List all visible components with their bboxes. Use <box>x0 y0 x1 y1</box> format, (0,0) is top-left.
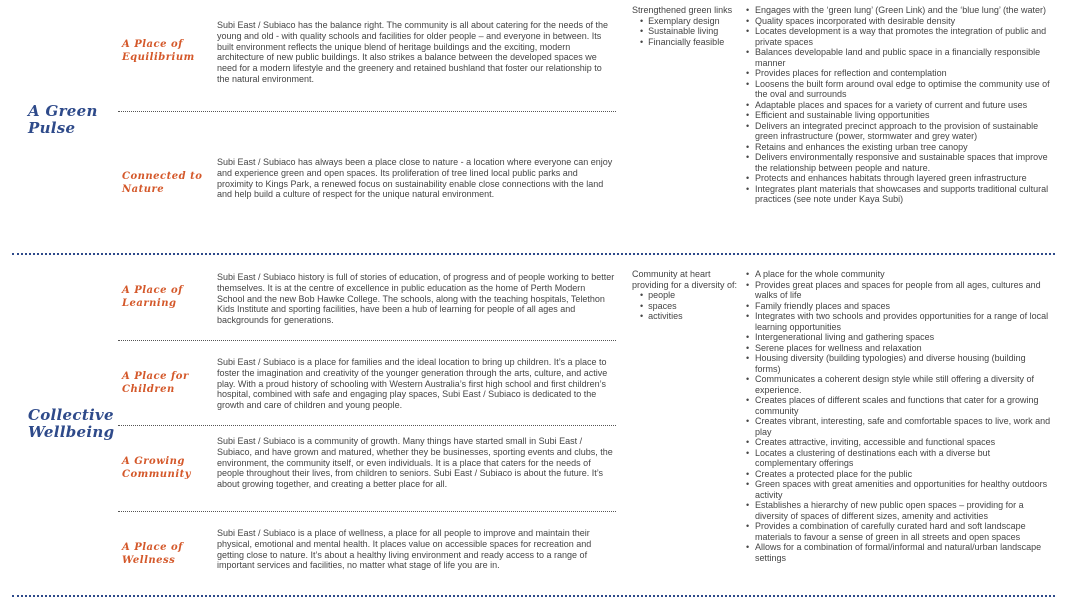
objective-list <box>632 290 744 322</box>
sub-label-learning: A Place of Learning <box>122 285 183 309</box>
outcome-item: • Delivers environmentally responsive and sustainable spaces that improve the relationship between people and nature. <box>746 152 1051 173</box>
outcome-item: • Protects and enhances habitats through layered green infrastructure <box>746 173 1051 184</box>
objective-item: • Exemplary design <box>640 16 744 27</box>
sub-label-community: A Growing Community <box>122 456 192 480</box>
outcome-item: • Locates development is a way that promotes the integration of public and private spaces <box>746 26 1051 47</box>
outcome-item: • Adaptable places and spaces for a variety of current and future uses <box>746 100 1051 111</box>
outcome-item: • A place for the whole community <box>746 269 1051 280</box>
objective-intro: Community at heart providing for a diversity of: <box>632 269 738 290</box>
outcome-item: • Provides great places and spaces for people from all ages, cultures and walks of life <box>746 280 1051 301</box>
objective-wellbeing <box>632 269 744 322</box>
sub-desc-community: Subi East / Subiaco is a community of growth. Many things have started small in Subi East / Subiaco, and have grown and matured, whether they be businesses, sporting events and clubs, the environment, the community itself, or even individuals. It is a place that caters for the needs of people throughout their lives, from children to seniors. Subi East / Subiaco is about the future. It’s about growing together, and creating a better place for all. <box>217 436 613 490</box>
outcome-item: • Provides places for reflection and contemplation <box>746 68 1051 79</box>
outcome-item: • Quality spaces incorporated with desirable density <box>746 16 1051 27</box>
objective-item: • Sustainable living <box>640 26 744 37</box>
sub-desc-children: Subi East / Subiaco is a place for families and the ideal location to bring up children. It’s a place to foster the imagination and creativity of the younger generation through the arts, culture, and active play. With a proud history of schooling with Western Australia’s first high school and first children’s hospital, combined with safe and engaging play spaces, Subi East / Subiaco is dedicated to the growth and care of children and young people. <box>217 357 608 411</box>
objective-item: • spaces <box>640 301 744 312</box>
outcome-list-wellbeing <box>746 269 1051 563</box>
outcome-item: • Engages with the ‘green lung’ (Green Link) and the ‘blue lung’ (the water) <box>746 5 1051 16</box>
outcome-item: • Integrates plant materials that showcases and supports traditional cultural practices (see note under Kaya Subi) <box>746 184 1051 205</box>
sub-label-wellness: A Place of Wellness <box>122 542 183 566</box>
theme-title: A Green Pulse <box>28 102 98 137</box>
outcome-item: • Provides a combination of carefully curated hard and soft landscape materials to favour a sense of green in all streets and open spaces <box>746 521 1051 542</box>
sub-desc-nature: Subi East / Subiaco has always been a place close to nature - a location where everyone can enjoy and experience green and open spaces. Its proliferation of tree lined local public parks and proximity to Kings Park, a renewed focus on sustainability enable close connections with the land and help build a culture of respect for the unique natural environment. <box>217 157 613 200</box>
outcome-item: • Creates places of different scales and functions that cater for a growing community <box>746 395 1051 416</box>
sub-label-nature: Connected to Nature <box>122 171 203 195</box>
outcome-item: • Green spaces with great amenities and opportunities for healthy outdoors activity <box>746 479 1051 500</box>
section-divider <box>12 595 1055 597</box>
outcome-item: • Creates a protected place for the public <box>746 469 1051 480</box>
sub-divider <box>118 340 616 341</box>
theme-title: Collective Wellbeing <box>28 406 115 441</box>
objective-item: • activities <box>640 311 744 322</box>
outcome-item: • Communicates a coherent design style while still offering a diversity of experience. <box>746 374 1051 395</box>
outcome-item: • Creates vibrant, interesting, safe and comfortable spaces to live, work and play <box>746 416 1051 437</box>
outcome-item: • Retains and enhances the existing urban tree canopy <box>746 142 1051 153</box>
sub-label-equilibrium: A Place of Equilibrium <box>122 39 195 63</box>
sub-divider <box>118 425 616 426</box>
outcome-item: • Serene places for wellness and relaxation <box>746 343 1051 354</box>
objective-item: • Financially feasible <box>640 37 744 48</box>
outcome-item: • Loosens the built form around oval edge to optimise the community use of the oval and surrounds <box>746 79 1051 100</box>
outcome-item: • Allows for a combination of formal/informal and natural/urban landscape settings <box>746 542 1051 563</box>
sub-divider <box>118 511 616 512</box>
outcome-item: • Housing diversity (building typologies) and diverse housing (building forms) <box>746 353 1051 374</box>
sub-desc-wellness: Subi East / Subiaco is a place of wellness, a place for all people to improve and maintain their physical, emotional and mental health. It places value on accessible spaces for recreation and getting close to nature. It’s about a healthy living environment and ready access to a range of important services and facilities, no matter what stage of life you are in. <box>217 528 592 571</box>
objective-item: • people <box>640 290 744 301</box>
objective-intro: Strengthened green links <box>632 5 733 15</box>
outcome-item: • Locates a clustering of destinations each with a diverse but complementary offerings <box>746 448 1051 469</box>
outcome-item: • Delivers an integrated precinct approach to the provision of sustainable green infrastructure (power, stormwater and grey water) <box>746 121 1051 142</box>
outcome-item: • Creates attractive, inviting, accessible and functional spaces <box>746 437 1051 448</box>
sub-label-children: A Place for Children <box>122 371 189 395</box>
outcome-item: • Establishes a hierarchy of new public open spaces – providing for a diversity of spaces of different sizes, amenity and activities <box>746 500 1051 521</box>
outcome-item: • Integrates with two schools and provides opportunities for a range of local learning opportunities <box>746 311 1051 332</box>
sub-desc-learning: Subi East / Subiaco history is full of stories of education, of progress and of people working to better themselves. It is at the centre of excellence in public education as the home of Perth Modern School and the new Bob Hawke College. The schools, along with the teaching hospitals, Telethon Kids Institute and sporting facilities, have been a hub of learning for people of all ages and backgrounds for generations. <box>217 272 615 326</box>
outcome-item: • Intergenerational living and gathering spaces <box>746 332 1051 343</box>
sub-desc-equilibrium: Subi East / Subiaco has the balance right. The community is all about catering for the needs of the young and old - with quality schools and facilities for older people – and everyone in between. Its built environment reflects the unique blend of heritage buildings and the exciting, modern architecture of new public buildings. It also strikes a balance between the developed spaces we need for a modern lifestyle and the greenery and retained bushland that foster our relationship to the natural environment. <box>217 20 609 84</box>
outcome-item: • Efficient and sustainable living opportunities <box>746 110 1051 121</box>
outcome-item: • Balances developable land and public space in a financially responsible manner <box>746 47 1051 68</box>
outcome-item: • Family friendly places and spaces <box>746 301 1051 312</box>
